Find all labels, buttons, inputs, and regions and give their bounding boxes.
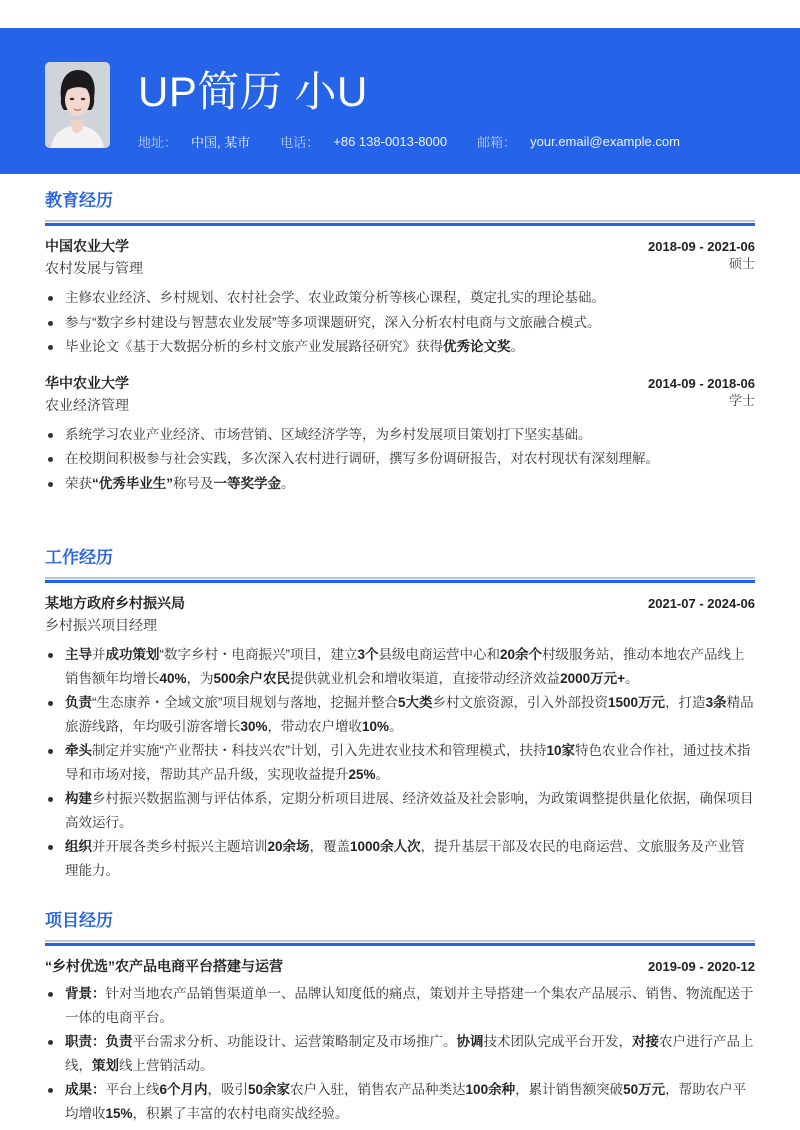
degree: 硕士 <box>728 256 755 271</box>
contact-phone <box>280 132 447 151</box>
bullet-item: 参与“数字乡村建设与智慧农业发展”等多项课题研究，深入分析农村电商与文旅融合模式。 <box>45 311 755 335</box>
bullet-item: 成果：平台上线6个月内，吸引50余家农户入驻，销售农产品种类达100余种，累计销售额突破50万元，帮助农户平均增收15%，积累了丰富的农村电商实战经验。 <box>45 1078 755 1125</box>
highlight-text: 20余个 <box>500 647 543 662</box>
highlight-text: 3个 <box>357 647 379 662</box>
job-role: 乡村振兴项目经理 <box>45 617 157 633</box>
contact-info <box>138 131 710 151</box>
highlight-text: 3条 <box>705 695 727 710</box>
bullet-item: 负责“生态康养・全域文旅”项目规划与落地，挖掘并整合5大类乡村文旅资源，引入外部投资1500万元，打造3条精品旅游线路，年均吸引游客增长30%，带动农户增收10%。 <box>45 691 755 738</box>
degree: 学士 <box>728 392 755 408</box>
portrait-photo-icon <box>45 62 110 148</box>
section-title: 工作经历 <box>45 548 113 567</box>
bullet-item: 背景：针对当地农产品销售渠道单一、品牌认知度低的痛点，策划并主导搭建一个集农产品展示、销售、物流配送于一体的电商平台。 <box>45 982 755 1029</box>
highlight-text: 25% <box>348 766 376 782</box>
section-divider-light <box>45 220 755 222</box>
highlight-text: 牵头 <box>65 743 92 758</box>
highlight-text: 20余场 <box>267 839 310 854</box>
email-label: 邮箱： <box>477 134 517 150</box>
date-range: 2019-09 - 2020-12 <box>648 959 755 974</box>
highlight-text: 成果： <box>65 1082 106 1097</box>
bullet-item: 系统学习农业产业经济、市场营销、区域经济学等，为乡村发展项目策划打下坚实基础。 <box>45 423 755 447</box>
company-name: 某地方政府乡村振兴局 <box>45 595 185 611</box>
bullet-list <box>45 423 755 496</box>
bullet-item: 主导并成功策划“数字乡村・电商振兴”项目，建立3个县级电商运营中心和20余个村级服务站，推动本地农产品线上销售额年均增长40%，为500余户农民提供就业机会和增收渠道，直接带动经济效益2000万元+。 <box>45 643 755 690</box>
date-range: 2021-07 - 2024-06 <box>648 596 755 611</box>
highlight-text: 一等奖学金 <box>213 475 281 491</box>
candidate-name: UP简历 小U <box>138 68 368 115</box>
section-title: 项目经历 <box>45 911 113 930</box>
major: 农村发展与管理 <box>45 260 143 276</box>
highlight-text: 40% <box>159 670 187 686</box>
major: 农业经济管理 <box>45 396 129 413</box>
bullet-item: 构建乡村振兴数据监测与评估体系，定期分析项目进展、经济效益及社会影响，为政策调整提供量化依据，确保项目高效运行。 <box>45 787 755 834</box>
address-value: 中国, 某市 <box>191 134 251 150</box>
bullet-item: 毕业论文《基于大数据分析的乡村文旅产业发展路径研究》获得优秀论文奖。 <box>45 335 755 359</box>
work-section <box>45 545 755 883</box>
highlight-text: 负责 <box>65 695 92 710</box>
phone-label: 电话： <box>280 134 320 150</box>
email-value[interactable]: your.email@example.com <box>530 133 680 149</box>
section-divider <box>45 580 755 583</box>
contact-address <box>138 132 250 151</box>
date-range: 2014-09 - 2018-06 <box>648 375 755 391</box>
avatar <box>45 62 110 148</box>
highlight-text: 成功策划 <box>105 647 160 662</box>
highlight-text: 100余种 <box>465 1082 516 1097</box>
highlight-text: 协调 <box>456 1034 484 1049</box>
bullet-list <box>45 643 755 882</box>
highlight-text: 构建 <box>65 791 92 806</box>
highlight-text: 2000万元+ <box>560 670 625 686</box>
project-name: “乡村优选”农产品电商平台搭建与运营 <box>45 958 283 974</box>
highlight-text: 5大类 <box>398 695 433 710</box>
school-name: 华中农业大学 <box>45 374 129 391</box>
contact-email <box>477 132 680 151</box>
highlight-text: 负责 <box>105 1034 133 1049</box>
bullet-list <box>45 286 755 359</box>
bullet-item: 组织并开展各类乡村振兴主题培训20余场，覆盖1000余人次，提升基层干部及农民的电商运营、文旅服务及产业管理能力。 <box>45 835 755 882</box>
section-divider <box>45 223 755 226</box>
education-section <box>45 188 755 496</box>
highlight-text: 6个月内 <box>159 1082 208 1097</box>
projects-section <box>45 908 755 1126</box>
section-divider <box>45 943 755 946</box>
highlight-text: 职责： <box>65 1034 106 1049</box>
project-entry <box>45 956 755 1125</box>
bullet-item: 牵头制定并实施“产业帮扶・科技兴农”计划，引入先进农业技术和管理模式，扶持10家特色农业合作社，通过技术指导和市场对接，帮助其产品升级，实现收益提升25%。 <box>45 739 755 786</box>
highlight-text: 策划 <box>92 1057 119 1073</box>
date-range: 2018-09 - 2021-06 <box>648 239 755 254</box>
highlight-text: 10家 <box>546 743 576 758</box>
highlight-text: “优秀毕业生” <box>92 475 173 491</box>
bullet-list <box>45 982 755 1125</box>
bullet-item: 主修农业经济、乡村规划、农村社会学、农业政策分析等核心课程，奠定扎实的理论基础。 <box>45 286 755 310</box>
highlight-text: 50万元 <box>623 1082 666 1097</box>
highlight-text: 1500万元 <box>608 695 666 710</box>
resume-header <box>0 28 800 174</box>
work-entry <box>45 593 755 882</box>
education-entry <box>45 236 755 359</box>
school-name: 中国农业大学 <box>45 238 129 254</box>
bullet-item: 荣获“优秀毕业生”称号及一等奖学金。 <box>45 472 755 496</box>
address-label: 地址： <box>138 134 178 150</box>
highlight-text: 组织 <box>65 839 92 854</box>
highlight-text: 背景： <box>65 986 106 1001</box>
highlight-text: 主导 <box>65 647 92 662</box>
highlight-text: 500余户农民 <box>213 670 291 686</box>
section-divider-light <box>45 940 755 942</box>
highlight-text: 优秀论文奖 <box>443 339 511 354</box>
highlight-text: 1000余人次 <box>350 839 421 854</box>
highlight-text: 10% <box>362 718 390 734</box>
education-entry <box>45 373 755 496</box>
highlight-text: 对接 <box>632 1034 659 1049</box>
highlight-text: 30% <box>240 718 268 734</box>
section-title: 教育经历 <box>45 191 113 210</box>
bullet-item: 职责：负责平台需求分析、功能设计、运营策略制定及市场推广。协调技术团队完成平台开发，对接农户进行产品上线，策划线上营销活动。 <box>45 1030 755 1077</box>
highlight-text: 15% <box>105 1105 133 1121</box>
section-divider-light <box>45 577 755 579</box>
highlight-text: 50余家 <box>248 1082 291 1097</box>
phone-value[interactable]: +86 138-0013-8000 <box>333 133 448 149</box>
bullet-item: 在校期间积极参与社会实践，多次深入农村进行调研，撰写多份调研报告，对农村现状有深刻理解。 <box>45 447 755 471</box>
